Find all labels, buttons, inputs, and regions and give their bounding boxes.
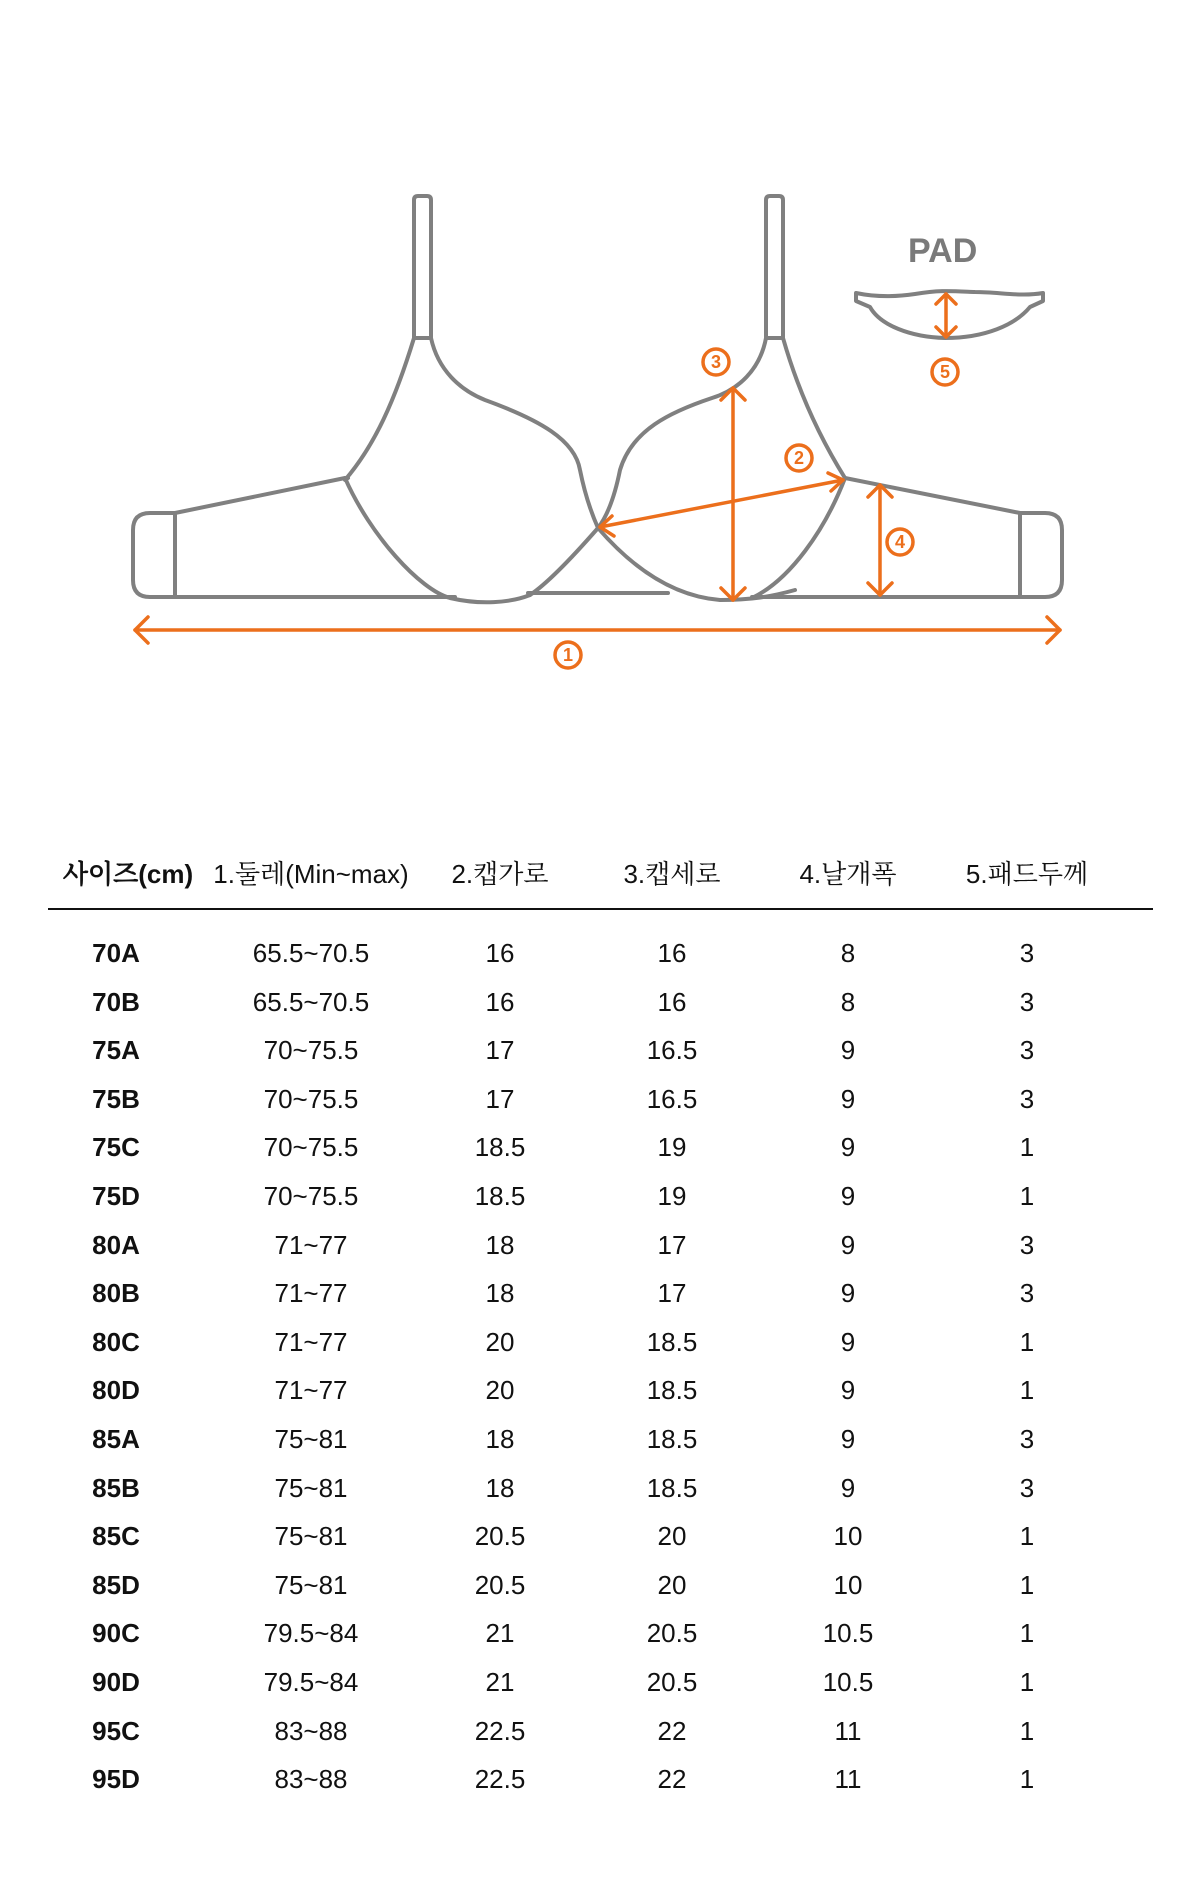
cell-cup-width: 20	[485, 1326, 515, 1357]
table-row	[48, 1515, 1153, 1564]
cell-size: 80C	[92, 1326, 140, 1357]
header-size: 사이즈(cm)	[62, 859, 194, 889]
cell-wing-width: 8	[840, 986, 856, 1017]
marker-1-label: 1	[562, 645, 574, 665]
table-row	[48, 1321, 1153, 1370]
cell-wing-width: 9	[840, 1375, 856, 1406]
cell-wing-width: 10.5	[822, 1618, 874, 1649]
cell-cup-height: 20	[657, 1569, 687, 1600]
cell-circumference: 75~81	[274, 1472, 348, 1503]
cell-wing-width: 9	[840, 1326, 856, 1357]
cell-pad-thickness: 1	[1019, 1569, 1035, 1600]
cell-cup-width: 18	[485, 1472, 515, 1503]
table-row	[48, 1612, 1153, 1661]
cell-cup-width: 16	[485, 986, 515, 1017]
table-row	[48, 1661, 1153, 1710]
table-row	[48, 1710, 1153, 1759]
cell-cup-height: 18.5	[646, 1423, 698, 1454]
cell-wing-width: 10	[833, 1569, 863, 1600]
cell-pad-thickness: 3	[1019, 1083, 1035, 1114]
cell-size: 80D	[92, 1375, 140, 1406]
cell-wing-width: 10.5	[822, 1666, 874, 1697]
cell-circumference: 71~77	[274, 1278, 348, 1309]
cell-wing-width: 10	[833, 1521, 863, 1552]
cell-cup-width: 22.5	[474, 1764, 526, 1795]
cell-wing-width: 9	[840, 1132, 856, 1163]
cell-wing-width: 11	[834, 1764, 862, 1795]
cell-pad-thickness: 1	[1019, 1132, 1035, 1163]
pad-label: PAD	[908, 232, 978, 270]
marker-2-label: 2	[793, 448, 805, 468]
cell-cup-width: 17	[485, 1035, 515, 1066]
cell-size: 90D	[92, 1666, 140, 1697]
cell-cup-width: 18	[485, 1229, 515, 1260]
cell-size: 95C	[92, 1715, 140, 1746]
cell-wing-width: 9	[840, 1423, 856, 1454]
cell-circumference: 83~88	[274, 1715, 348, 1746]
cell-circumference: 79.5~84	[263, 1618, 359, 1649]
marker-3-label: 3	[710, 352, 722, 372]
cell-pad-thickness: 3	[1019, 986, 1035, 1017]
table-row	[48, 1175, 1153, 1224]
cell-wing-width: 9	[840, 1229, 856, 1260]
table-row	[48, 981, 1153, 1030]
cell-size: 85A	[92, 1423, 140, 1454]
cell-size: 80A	[92, 1229, 140, 1260]
cell-size: 75B	[92, 1083, 140, 1114]
bra-outline-icon	[0, 0, 1200, 720]
cell-wing-width: 11	[834, 1715, 862, 1746]
cell-circumference: 70~75.5	[263, 1132, 359, 1163]
cell-pad-thickness: 1	[1019, 1764, 1035, 1795]
cell-cup-height: 16	[657, 938, 687, 968]
table-row	[48, 1369, 1153, 1418]
cell-circumference: 71~77	[274, 1375, 348, 1406]
header-cup-height: 3.캡세로	[623, 859, 721, 889]
cell-pad-thickness: 3	[1019, 1035, 1035, 1066]
cell-cup-height: 18.5	[646, 1375, 698, 1406]
table-row	[48, 1224, 1153, 1273]
cell-circumference: 83~88	[274, 1764, 348, 1795]
cell-pad-thickness: 3	[1019, 1278, 1035, 1309]
cell-cup-height: 16	[657, 986, 687, 1017]
cell-circumference: 70~75.5	[263, 1180, 359, 1211]
cell-cup-height: 20	[657, 1521, 687, 1552]
table-row	[48, 1272, 1153, 1321]
cell-pad-thickness: 1	[1019, 1180, 1035, 1211]
table-row	[48, 1029, 1153, 1078]
cell-pad-thickness: 3	[1019, 938, 1035, 968]
cell-cup-width: 21	[485, 1666, 515, 1697]
size-chart-table	[48, 840, 1153, 1795]
cell-pad-thickness: 1	[1019, 1375, 1035, 1406]
cell-circumference: 75~81	[274, 1423, 348, 1454]
cell-cup-height: 16.5	[646, 1035, 698, 1066]
marker-4-label: 4	[894, 532, 906, 552]
cell-cup-width: 20.5	[474, 1521, 526, 1552]
cell-pad-thickness: 1	[1019, 1326, 1035, 1357]
cell-cup-width: 22.5	[474, 1715, 526, 1746]
cell-circumference: 65.5~70.5	[252, 938, 370, 968]
table-row	[48, 1078, 1153, 1127]
cell-circumference: 70~75.5	[263, 1083, 359, 1114]
cell-cup-width: 18.5	[474, 1180, 526, 1211]
cell-size: 75C	[92, 1132, 140, 1163]
cell-size: 70A	[92, 938, 140, 968]
cell-cup-width: 17	[485, 1083, 515, 1114]
cell-pad-thickness: 1	[1019, 1715, 1035, 1746]
header-cup-width: 2.캡가로	[451, 859, 549, 889]
cell-size: 85B	[92, 1472, 140, 1503]
header-circumference: 1.둘레(Min~max)	[213, 859, 409, 889]
header-pad-thickness: 5.패드두께	[965, 859, 1089, 889]
cell-pad-thickness: 3	[1019, 1472, 1035, 1503]
cell-cup-height: 19	[657, 1180, 687, 1211]
cell-size: 75A	[92, 1035, 140, 1066]
cell-cup-width: 16	[485, 938, 515, 968]
cell-size: 70B	[92, 986, 140, 1017]
table-row	[48, 932, 1153, 981]
cell-wing-width: 9	[840, 1472, 856, 1503]
cell-cup-width: 20	[485, 1375, 515, 1406]
cell-wing-width: 9	[840, 1278, 856, 1309]
cell-circumference: 75~81	[274, 1569, 348, 1600]
cell-wing-width: 9	[840, 1083, 856, 1114]
cell-circumference: 71~77	[274, 1326, 348, 1357]
marker-5-label: 5	[939, 362, 951, 382]
cell-circumference: 75~81	[274, 1521, 348, 1552]
table-row	[48, 1564, 1153, 1613]
cell-wing-width: 8	[840, 938, 856, 968]
cell-circumference: 79.5~84	[263, 1666, 359, 1697]
cell-size: 90C	[92, 1618, 140, 1649]
cell-pad-thickness: 1	[1019, 1666, 1035, 1697]
cell-cup-height: 22	[657, 1715, 687, 1746]
cell-cup-width: 18	[485, 1423, 515, 1454]
header-wing-width: 4.날개폭	[799, 859, 897, 889]
cell-cup-height: 18.5	[646, 1472, 698, 1503]
cell-cup-height: 17	[657, 1278, 687, 1309]
cell-size: 75D	[92, 1180, 140, 1211]
table-header	[48, 840, 1153, 910]
cell-cup-height: 17	[657, 1229, 687, 1260]
cell-pad-thickness: 3	[1019, 1229, 1035, 1260]
table-row	[48, 1126, 1153, 1175]
table-row	[48, 1467, 1153, 1516]
cell-cup-width: 18.5	[474, 1132, 526, 1163]
bra-measurement-diagram	[0, 0, 1200, 720]
cell-wing-width: 9	[840, 1035, 856, 1066]
cell-cup-height: 19	[657, 1132, 687, 1163]
cell-size: 85D	[92, 1569, 140, 1600]
cell-size: 95D	[92, 1764, 140, 1795]
table-row	[48, 1418, 1153, 1467]
cell-cup-height: 16.5	[646, 1083, 698, 1114]
cell-circumference: 65.5~70.5	[252, 986, 370, 1017]
cell-pad-thickness: 1	[1019, 1521, 1035, 1552]
cell-cup-width: 20.5	[474, 1569, 526, 1600]
cell-size: 80B	[92, 1278, 140, 1309]
table-row	[48, 1758, 1153, 1807]
cell-pad-thickness: 1	[1019, 1618, 1035, 1649]
cell-cup-height: 20.5	[646, 1618, 698, 1649]
cell-cup-height: 18.5	[646, 1326, 698, 1357]
cell-circumference: 71~77	[274, 1229, 348, 1260]
cell-cup-width: 18	[485, 1278, 515, 1309]
cell-cup-height: 22	[657, 1764, 687, 1795]
cell-cup-width: 21	[485, 1618, 515, 1649]
cell-cup-height: 20.5	[646, 1666, 698, 1697]
cell-circumference: 70~75.5	[263, 1035, 359, 1066]
table-body	[48, 932, 1153, 1807]
cell-wing-width: 9	[840, 1180, 856, 1211]
cell-size: 85C	[92, 1521, 140, 1552]
cell-pad-thickness: 3	[1019, 1423, 1035, 1454]
